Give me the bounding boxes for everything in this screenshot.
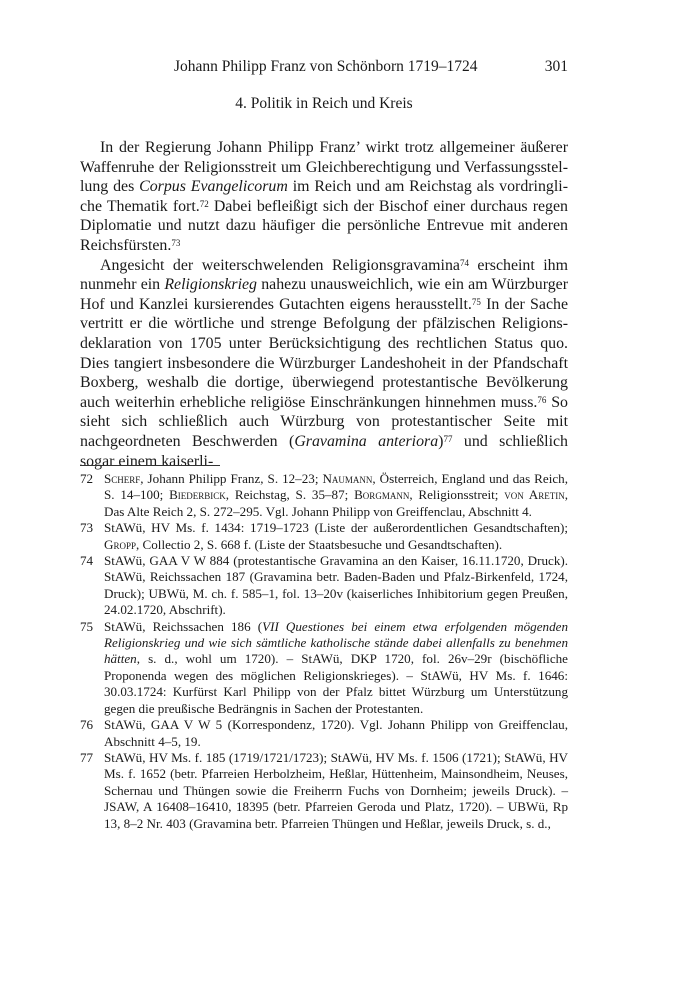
footnote-text: StAWü, GAA V W 884 (protestantische Gravamina an den Kaiser, 16.11.1720, Druck). StAWü, Reichssachen 187 (Gravamina betr. Baden-Baden und Pfalz-Birkenfeld, 1724, Druck); UBWü, M. ch. f. 585–1, fol. 13–20v (kaiserliches Inhibitorium gegen Preußen, 24.02.1720, Abschrift). bbox=[104, 553, 568, 618]
footnote-ref-74[interactable]: 74 bbox=[459, 257, 469, 268]
footnote-ref-73[interactable]: 73 bbox=[171, 237, 181, 248]
footnote-text bbox=[104, 471, 568, 520]
text-run: In der Regierung Johann Philipp Franz’ wirkt trotz allgemeiner äußerer Waffenruhe der Religionsstreit um Gleichberechtigung und Verfassungsstellung des bbox=[80, 139, 568, 196]
footnote-number: 72 bbox=[80, 471, 94, 486]
body-text bbox=[80, 138, 568, 471]
footnote-73 bbox=[80, 520, 568, 553]
text-run: , Reichstag, S. 35–87; bbox=[225, 487, 355, 503]
running-title: Johann Philipp Franz von Schönborn 1719–1724 bbox=[174, 58, 478, 75]
footnote-text bbox=[104, 520, 568, 553]
footnote-number: 76 bbox=[80, 717, 94, 733]
text-run: So sieht sich schließlich auch Würzburg von protestantischer Seite mit nachgeordneten Beschwerden ( bbox=[80, 393, 568, 450]
footnote-74 bbox=[80, 553, 568, 619]
italic-term: Religionskrieg bbox=[164, 276, 257, 294]
paragraph-2 bbox=[80, 256, 568, 472]
italic-title: VII Questiones bei einem etwa erfolgenden mögenden Religionskrieg und wie sich sämtliche katholische stände dabei allenfalls zu benehmen hätten bbox=[104, 618, 568, 667]
footnote-text: StAWü, GAA V W 5 (Korrespondenz, 1720). Vgl. Johann Philipp von Greiffenclau, Abschnitt 4–5, 19. bbox=[104, 717, 568, 749]
footnote-number: 74 bbox=[80, 553, 94, 569]
text-run: ) bbox=[438, 432, 444, 450]
author-name: Borgmann bbox=[354, 487, 410, 503]
text-run: nahezu unausweichlich, wie ein am Würzburger Hof und Kanzlei kursierendes Gutachten eigens herausstellt. bbox=[80, 276, 568, 313]
footnote-ref-75[interactable]: 75 bbox=[471, 296, 481, 307]
text-run: StAWü, HV Ms. f. 1434: 1719–1723 (Liste der außerordentlichen Gesandtschaften); bbox=[104, 520, 568, 536]
author-name: Biederbick bbox=[169, 487, 226, 503]
text-run: im Reich und am Reichstag als vordringliche Thematik fort. bbox=[80, 178, 568, 215]
italic-term: Corpus Evangelicorum bbox=[139, 178, 288, 196]
text-run: , Collectio 2, S. 668 f. (Liste der Staatsbesuche und Gesandtschaften). bbox=[135, 536, 503, 552]
text-run: , Religionsstreit; bbox=[409, 487, 505, 503]
text-run: In der Sache vertritt er die wörtliche und strenge Befolgung der pfälzischen Religionsdeklaration von 1705 unter Berücksichtigung des rechtlichen Status quo. Dies tangiert insbesondere die Würzburger Landeshoheit in der Pfandschaft Boxberg, weshalb die dortige, überwiegend protestantische Bevölkerung auch weiterhin erhebliche religiöse Einschränkungen hinnehmen muss. bbox=[80, 295, 569, 411]
footnote-number: 77 bbox=[80, 749, 94, 765]
section-heading: 4. Politik in Reich und Kreis bbox=[235, 95, 413, 112]
footnote-ref-72[interactable]: 72 bbox=[199, 198, 209, 209]
text-run: erscheint ihm nunmehr ein bbox=[80, 256, 568, 294]
page-number: 301 bbox=[544, 58, 568, 75]
footnote-number: 75 bbox=[80, 618, 94, 634]
footnote-72 bbox=[80, 471, 568, 520]
text-run: und schließlich sogar einem kaiserli- bbox=[80, 432, 568, 470]
footnote-text bbox=[104, 619, 568, 717]
text-run: , Das Alte Reich 2, S. 272–295. Vgl. Johann Philipp von Greiffenclau, Abschnitt 4. bbox=[104, 487, 569, 519]
footnote-77 bbox=[80, 750, 568, 832]
author-name: Naumann bbox=[322, 471, 373, 486]
footnote-divider bbox=[80, 465, 220, 466]
footnotes bbox=[80, 471, 568, 832]
text-run: , s. d., wohl um 1720). – StAWü, DKP 1720, fol. 26v–29r (bischöfliche Proponenda wegen des möglichen Religionskrieges). – StAWü, HV Ms. f. 1646: 30.03.1724: Kurfürst Karl Philipp von der Pfalz bittet Würzburg um Unterstützung gegen die preußische Bedrängnis in Sachen der Protestanten. bbox=[104, 651, 568, 716]
text-run: StAWü, Reichssachen 186 ( bbox=[104, 618, 263, 634]
text-run: Angesicht der weiterschwelenden Religionsgravamina bbox=[100, 256, 460, 274]
footnote-ref-76[interactable]: 76 bbox=[537, 394, 547, 405]
page-header bbox=[80, 58, 568, 78]
footnote-ref-77[interactable]: 77 bbox=[443, 433, 453, 444]
footnote-76 bbox=[80, 717, 568, 750]
paragraph-1 bbox=[80, 138, 568, 256]
footnote-text: StAWü, HV Ms. f. 185 (1719/1721/1723); StAWü, HV Ms. f. 1506 (1721); StAWü, HV Ms. f. 1652 (betr. Pfarreien Herbolzheim, Heßlar, Hüttenheim, Mainsondheim, Neuses, Schernau und Thüngen sowie die Freiherrn Fuchs von Dornheim; jeweils Druck). – JSAW, A 16408–16410, 18395 (betr. Pfarreien Geroda und Platz, 1720). – UBWü, Rp 13, 8–2 Nr. 403 (Gravamina betr. Pfarreien Thüngen und Heßlar, jeweils Druck, s. d., bbox=[104, 749, 568, 831]
author-name: Gropp bbox=[104, 536, 136, 552]
text-run: , Österreich, England und das Reich, S. 14–100; bbox=[104, 471, 568, 503]
italic-term: Gravamina anteriora bbox=[294, 432, 439, 450]
text-run: Dabei befleißigt sich der Bischof einer durchaus regen Diplomatie und nutzt dazu häufiger die persönliche Entrevue mit anderen Reichsfürsten. bbox=[80, 197, 568, 254]
footnote-number: 73 bbox=[80, 520, 94, 536]
author-name: von Aretin bbox=[504, 487, 565, 503]
author-name: Scherf bbox=[104, 471, 141, 486]
text-run: , Johann Philipp Franz, S. 12–23; bbox=[140, 471, 323, 486]
footnote-75 bbox=[80, 619, 568, 717]
